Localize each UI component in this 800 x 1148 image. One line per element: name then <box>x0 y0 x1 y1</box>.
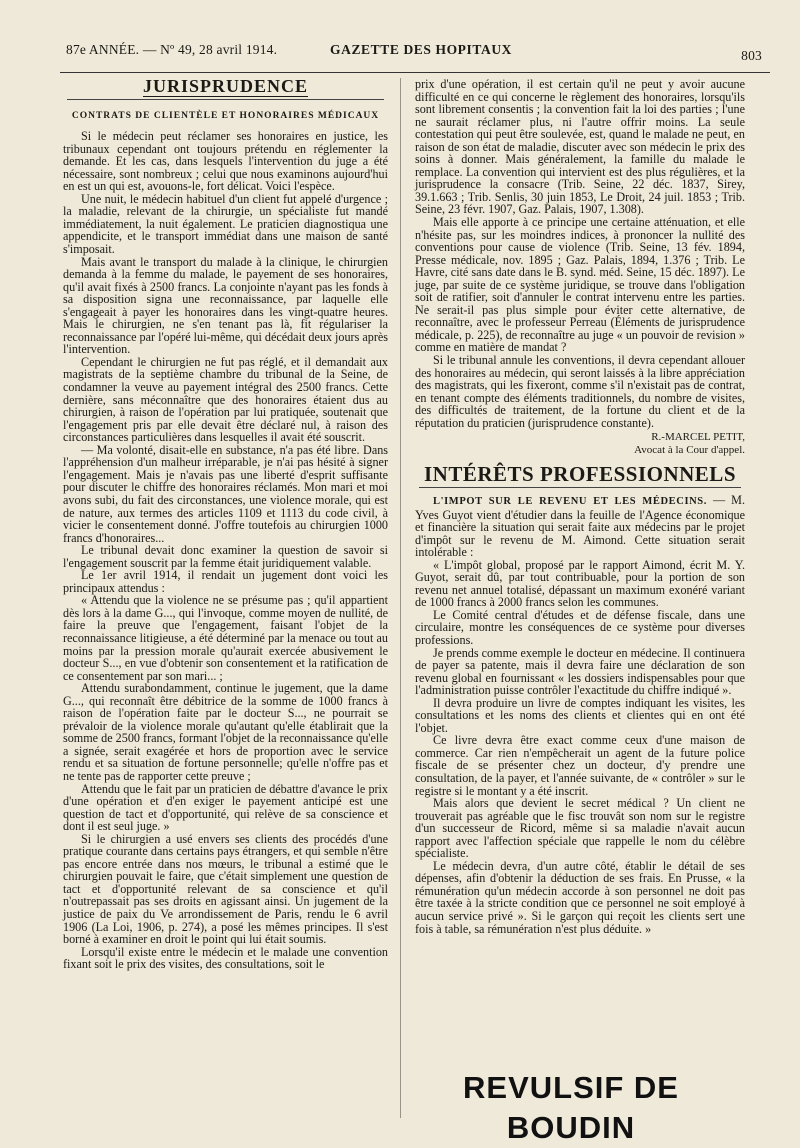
paragraph: Attendu que le fait par un praticien de débattre d'avance le prix d'une opération et d'en exiger le payement anticipé est une question de tact et d'opportunité, qui relève de sa conscience et dont il est seul juge. » <box>63 781 388 834</box>
paragraph: Attendu surabondamment, continue le jugement, que la dame G..., qui reconnaît être débitrice de la somme de 1000 francs à raison de l'opération faite par le docteur S..., ne pourrait se prévaloir de la violence morale qu'autant qu'elle établirait que la somme de 2500 francs, formant l'objet de la reconnaissance qu'elle a signée, serait exagérée et hors de proportion avec le service rendu et sa situation de fortune personnelle; qu'elle n'offre pas et ne tente pas de rapporter cette preuve ; <box>63 681 388 783</box>
paragraph: Cependant le chirurgien ne fut pas réglé, et il demandait aux magistrats de la septième chambre du tribunal de la Seine, de condamner la veuve au payement intégral des 2500 francs. Cette dernière, sans méconnaître que des honoraires étaient dus au chirurgien, à raison de l'opération par lui pratiquée, soutenait que l'engagement pris par elle devait être déclaré nul, à raison des circonstances particulières dans lesquelles il avait été souscrit. <box>63 354 388 445</box>
header-rule <box>60 72 770 73</box>
section-rule <box>67 99 384 100</box>
paragraph: Une nuit, le médecin habituel d'un client fut appelé d'urgence ; la maladie, relevant de la chirurgie, un spécialiste fut mandé immédiatement, la nuit également. Le praticien diagnostiqua une appendicite, et le transport immédiat dans une maison de santé s'imposait. <box>63 191 388 257</box>
paragraph: Si le chirurgien a usé envers ses clients des procédés d'une pratique courante dans certains pays étrangers, et qui semble n'être pas encore entrée dans nos mœurs, le tribunal a estimé que le chirurgien pouvait le faire, que c'était simplement une question de tact et d'opportunité relevant de sa conscience et qu'il n'outrepassait pas ses droits en agissant ainsi. Un jugement de la justice de paix du Ve arrondissement de Paris, rendu le 6 avril 1906 (La Loi, 1906, p. 274), a posé les mêmes principes. Il s'est borné à examiner en droit le point qui lui était soumis. <box>63 831 388 947</box>
paragraph: Lorsqu'il existe entre le médecin et le malade une convention fixant soit le prix des visites, des consultations, soit le <box>63 944 388 972</box>
author-signature: R.-MARCEL PETIT, <box>651 431 745 444</box>
page-header <box>60 40 770 66</box>
paragraph <box>415 494 745 559</box>
interets-title: INTÉRÊTS PROFESSIONNELS <box>423 462 736 487</box>
paragraph: Mais elle apporte à ce principe une certaine atténuation, et elle n'hésite pas, sur les moindres indices, à prononcer la nullité des conventions pour cause de violence (Trib. Seine, 13 fév. 1894, Presse médicale, nov. 1895 ; Gaz. Palais, 1894, 1.376 ; Trib. Le Havre, cité sans date dans le B. synd. méd. Seine, 15 déc. 1897). Le juge, par suite de ce système juridique, se trouve dans l'obligation soit de ratifier, soit d'annuler le contrat intervenu entre les parties. Ne serait-il pas plus simple pour éviter cette alternative, de reconnaître, avec le professeur Perreau (Éléments de jurisprudence médicale, p. 225), de reconnaître au juge « un pouvoir de revision » comme en matière de mandat ? <box>415 215 745 355</box>
column-divider <box>400 78 401 1118</box>
paragraph: — Ma volonté, disait-elle en substance, n'a pas été libre. Dans l'appréhension d'un malheur irréparable, je n'ai pas hésité à signer l'engagement. Mais je n'avais pas une liberté d'esprit suffisante pour discuter le chiffre des honoraires réclamés. Mon mari et moi avons subi, du fait des circonstances, une violence morale, qui est de nature, aux termes des articles 1109 et 1113 du code civil, à vicier le consentement donné. J'offre toutefois au chirurgien 1000 francs d'honoraires... <box>63 442 388 545</box>
paragraph: « Attendu que la violence ne se présume pas ; qu'il appartient dès lors à la dame G..., qui l'invoque, comme moyen de nullité, de faire la preuve que l'engagement, faisant l'objet de la reconnaissance litigieuse, a été déterminé par la menace ou tout au moins par la pression morale qu'aurait exercée abusivement le docteur S..., en vue d'obtenir son consentement et la ratification de ce consentement par son mari... ; <box>63 593 388 683</box>
paragraph: Ce livre devra être exact comme ceux d'une maison de commerce. Car rien n'empêcherait un agent de la future police fiscale de se présenter chez un docteur, d'y prendre une consultation, de la payer, et l'année suivante, de « contrôler » sur le registre si le montant y a été inscrit. <box>415 733 745 798</box>
page-number: 803 <box>741 48 762 63</box>
paragraph: Le Comité central d'études et de défense fiscale, dans une circulaire, montre les conséquences de ce système pour diverses professions. <box>415 607 745 647</box>
right-column <box>415 78 745 935</box>
paragraph: Le 1er avril 1914, il rendait un jugement dont voici les principaux attendus : <box>63 568 388 595</box>
paragraph: Si le médecin peut réclamer ses honoraires en justice, les tribunaux cependant ont toujours prétendu en réglementer la demande. Et les cas, dans lesquels l'intervention du juge a été nécessaire, sont nombreux ; celui que nous examinons aujourd'hui en est un qui est, avouons-le, fort délicat. Voici l'espèce. <box>63 129 388 194</box>
paragraph: « L'impôt global, proposé par le rapport Aimond, écrit M. Y. Guyot, serait dû, par tout contribuable, pour la portion de son revenu net annuel totalisé, dépassant un maximum exonéré variant de 1000 francs à 2000 francs selon les communes. <box>415 557 745 610</box>
paragraph: Si le tribunal annule les conventions, il devra cependant allouer des honoraires au médecin, qui seront laissés à la libre appréciation des magistrats, qui les fixeront, comme s'il n'existait pas de contrat, en tenant compte des éléments traditionnels, du nombre de visites, des difficultés de traitement, de la fortune du client et de la réputation du praticien (jurisprudence constante). <box>415 353 745 430</box>
paragraph-text: — M. Yves Guyot vient d'étudier dans la feuille de l'Agence économique et financière la situation qui serait faite aux médecins par le projet d'impôt sur le revenu de M. Aimond. Cette situation serait intolérable : <box>415 492 745 560</box>
paragraph: Mais avant le transport du malade à la clinique, le chirurgien demanda à la femme du malade, le payement de ses honoraires, qu'il avait fixés à 2500 francs. La conjointe n'ayant pas les fonds à sa disposition signa une reconnaissance, par laquelle elle s'engageait à payer les honoraires dans les vingt-quatre heures. Mais le chirurgien, ne s'en tenant pas là, fit régulariser la reconnaissance par l'opéré lui-même, qui décédait deux jours après l'intervention. <box>63 254 388 357</box>
paragraph: Il devra produire un livre de comptes indiquant les visites, les consultations et les noms des clients et clientes qui en ont été l'objet. <box>415 695 745 735</box>
advertisement: REVULSIF DE BOUDIN <box>463 1070 679 1145</box>
paragraph: Le médecin devra, d'un autre côté, établir le détail de ses dépenses, afin d'obtenir la déduction de ses frais. En Prusse, « la rémunération qu'un médecin accorde à son personnel ne doit pas être taxée à la stricte condition que ce personnel ne soit employé à aucun service privé ». Si le garçon qui reçoit les clients sert une fois à table, sa rémunération n'est plus déduite. » <box>415 858 745 936</box>
section-rule <box>419 487 741 488</box>
issue-info: 87e ANNÉE. — Nº 49, 28 avril 1914. <box>66 42 278 57</box>
article-kicker: CONTRATS DE CLIENTÈLE ET HONORAIRES MÉDICAUX <box>71 110 380 121</box>
jurisprudence-title: JURISPRUDENCE <box>142 76 308 96</box>
masthead-title: GAZETTE DES HOPITAUX <box>330 42 513 57</box>
paragraph: Le tribunal devait donc examiner la question de savoir si l'engagement souscrit par la femme était juridiquement valable. <box>63 543 388 570</box>
author-role: Avocat à la Cour d'appel. <box>634 443 745 456</box>
left-column <box>63 78 388 971</box>
paragraph: Mais alors que devient le secret médical ? Un client ne trouverait pas agréable que le fisc trouvât son nom sur le registre d'un successeur de Ricord, même si sa maladie n'avait aucun rapport avec l'affection spéciale que rappelle le nom du célèbre spécialiste. <box>415 796 745 861</box>
article-kicker: L'IMPOT SUR LE REVENU ET LES MÉDECINS. <box>433 495 707 507</box>
paragraph: Je prends comme exemple le docteur en médecine. Il continuera de payer sa patente, mais il devra faire une déclaration de son revenu global en fournissant « les dossiers indispensables pour que l'administration puisse contrôler l'exactitude du chiffre indiqué ». <box>415 645 745 698</box>
paragraph: prix d'une opération, il est certain qu'il ne peut y avoir aucune difficulté en ce qui concerne le règlement des honoraires, lorsqu'ils sont librement consentis ; la convention fait la loi des parties ; l'une ne saurait réclamer plus, ni l'autre offrir moins. La seule contestation qui peut être soulevée, est, quand le malade ne peut, en raison de son état de maladie, discuter avec son médecin le prix des soins à donner. Mais généralement, la famille du malade le remplace. La convention qui intervient est des plus régulières, et la jurisprudence la consacre (Trib. Seine, 22 déc. 1837, Sirey, 39.1.663 ; Trib. Senlis, 30 juin 1853, Le Droit, 24 juil. 1853 ; Trib. Seine, 23 févr. 1907, Gaz. Palais, 1907, 1.308). <box>415 77 745 217</box>
